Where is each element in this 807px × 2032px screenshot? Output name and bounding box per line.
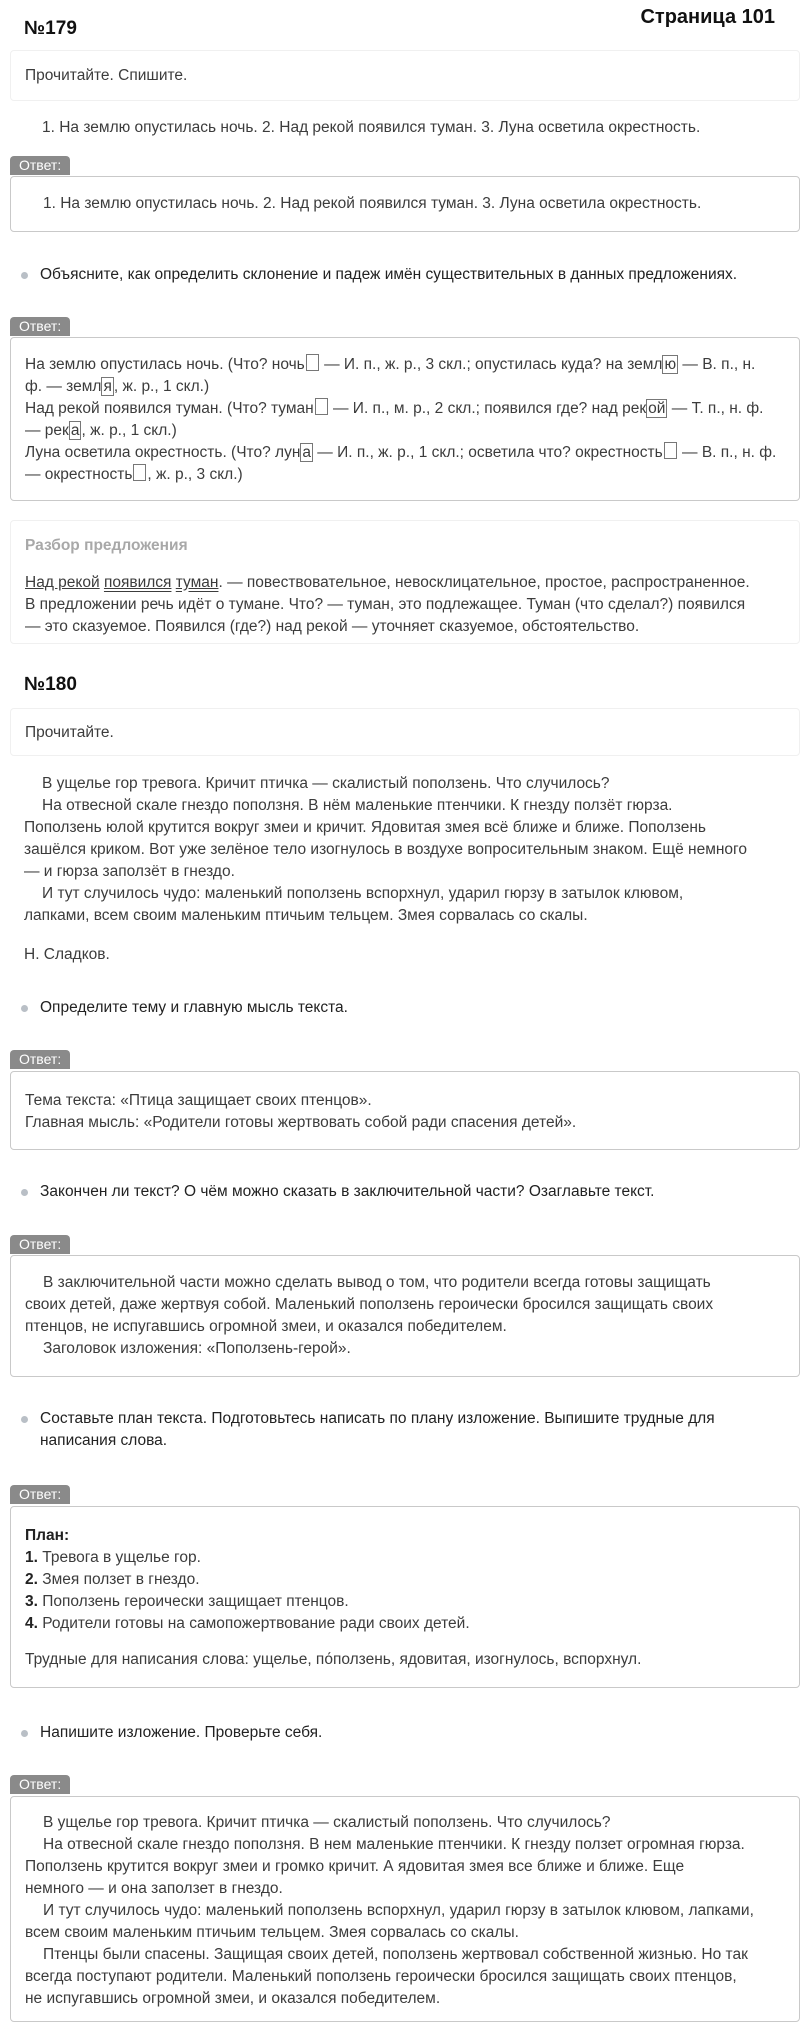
plan-item: 3. Поползень героически защищает птенцов. — [25, 1593, 349, 1610]
answer-box: В заключительной части можно сделать вывод о том, что родители всегда готовы защищать своих детей, даже жертвуя собой. Маленький поползень героически бросился защищать своих птенцов, не испугавшись огромной змеи, и оказался победителем. Заголовок изложения: «Поползень-герой». — [10, 1255, 800, 1377]
parse-text: Над рекой появился туман. — повествовательное, невосклицательное, простое, распространенное. В предложении речь идёт о тумане. Что? — туман, это подлежащее. Туман (что сделал?) появился — это сказуемое. Появился (где?) над рекой — уточняет сказуемое, обстоятельство. — [25, 574, 750, 635]
bullet — [21, 1416, 28, 1423]
bullet — [21, 1189, 28, 1196]
question-text: Определите тему и главную мысль текста. — [40, 999, 348, 1016]
plan-title: План: — [25, 1527, 70, 1544]
plan-item: 2. Змея ползет в гнездо. — [25, 1571, 200, 1588]
task-180-title: №180 — [24, 674, 77, 695]
parse-title: Разбор предложения — [25, 537, 188, 554]
answer-box — [10, 176, 800, 232]
instruction-text: Прочитайте. Спишите. — [25, 67, 188, 84]
instruction-box-180 — [10, 708, 800, 756]
answer-badge: Ответ: — [10, 1235, 70, 1254]
hard-words: Трудные для написания слова: ущелье, по́ползень, ядовитая, изогнулось, вспорхнул. — [25, 1651, 642, 1668]
ending-box: а — [302, 444, 311, 461]
answer-line: ф. — земл я , ж. р., 1 скл.) — [25, 378, 210, 395]
bullet — [21, 1005, 28, 1012]
empty-ending-box — [306, 354, 319, 371]
ending-box: ю — [664, 356, 677, 373]
answer-text: 1. На землю опустилась ночь. 2. Над рекой появился туман. 3. Луна осветила окрестность. — [43, 195, 702, 212]
ending-box: я — [103, 378, 112, 395]
instruction-text: Прочитайте. — [25, 724, 114, 741]
empty-ending-box — [664, 442, 677, 459]
author: Н. Сладков. — [24, 946, 110, 963]
question-text: Объясните, как определить склонение и падеж имён существительных в данных предложениях. — [40, 266, 738, 283]
answer-badge: Ответ: — [10, 1485, 70, 1504]
question-text: Составьте план текста. Подготовьтесь написать по плану изложение. Выпишите трудные для написания слова. — [40, 1410, 715, 1449]
question-text: Закончен ли текст? О чём можно сказать в заключительной части? Озаглавьте текст. — [40, 1183, 655, 1200]
plan-item: 1. Тревога в ущелье гор. — [25, 1549, 201, 1566]
ending-box: ой — [648, 400, 666, 417]
question-text: Напишите изложение. Проверьте себя. — [40, 1724, 323, 1741]
task-179-title: №179 — [24, 18, 77, 39]
answer-badge: Ответ: — [10, 156, 70, 175]
answer-badge: Ответ: — [10, 1775, 70, 1794]
answer-badge: Ответ: — [10, 317, 70, 336]
page-number: Страница 101 — [640, 6, 775, 28]
answer-box — [10, 1506, 800, 1688]
ending-box: а — [70, 422, 80, 439]
answer-box — [10, 337, 800, 501]
plan-item: 4. Родители готовы на самопожертвование ради своих детей. — [25, 1615, 470, 1632]
bullet — [21, 272, 28, 279]
instruction-box-179 — [10, 50, 800, 101]
answer-line: На землю опустилась ночь. (Что? ночь — И. п., ж. р., 3 скл.; опустилась куда? на земл ю — В. п., н. — [25, 356, 756, 373]
answer-box: Тема текста: «Птица защищает своих птенцов». Главная мысль: «Родители готовы жертвовать собой ради спасения детей». — [10, 1071, 800, 1150]
answer-line: Над рекой появился туман. (Что? туман — И. п., м. р., 2 скл.; появился где? над рек ой — Т. п., н. ф. — [25, 400, 764, 417]
exercise-text: 1. На землю опустилась ночь. 2. Над рекой появился туман. 3. Луна осветила окрестность. — [42, 119, 701, 136]
answer-box: В ущелье гор тревога. Кричит птичка — скалистый поползень. Что случилось? На отвесной скале гнездо поползня. В нем маленькие птенчики. К гнезду ползет огромная гюрза. Поползень крутится вокруг змеи и громко кричит. А ядовитая змея все ближе и ближе. Еще немного — и она заползет в гнездо. И тут случилось чудо: маленький поползень вспорхнул, ударил гюрзу в затылок клювом, лапками, всем своим маленьким птичьим тельцем. Змея сорвалась со скалы. Птенцы были спасены. Защищая своих детей, поползень жертвовал собственной жизнью. Но так всегда поступают родители. Маленький поползень героически бросился защищать своих птенцов, не испугавшись огромной змеи, и оказался победителем. — [10, 1796, 800, 2022]
empty-ending-box — [315, 398, 328, 415]
bullet — [21, 1730, 28, 1737]
empty-ending-box — [133, 464, 146, 481]
story-text: В ущелье гор тревога. Кричит птичка — скалистый поползень. Что случилось? На отвесной скале гнездо поползня. В нём маленькие птенчики. К гнезду ползёт гюрза. Поползень юлой крутится вокруг змеи и кричит. Ядовитая змея всё ближе и ближе. Поползень зашёлся криком. Вот уже зелёное тело изогнулось в воздухе вопросительным знаком. Ещё немного — и гюрза заползёт в гнездо. И тут случилось чудо: маленький поползень вспорхнул, ударил гюрзу в затылок клювом, лапками, всем своим маленьким птичьим тельцем. Змея сорвалась со скалы. — [24, 775, 747, 924]
answer-badge: Ответ: — [10, 1050, 70, 1069]
answer-line: — окрестность , ж. р., 3 скл.) — [25, 466, 243, 483]
answer-line: Луна осветила окрестность. (Что? лун а — И. п., ж. р., 1 скл.; осветила что? окрестность — В. п., н. ф. — [25, 444, 777, 461]
sentence-parse-box — [10, 520, 800, 644]
answer-line: — рек а , ж. р., 1 скл.) — [25, 422, 177, 439]
